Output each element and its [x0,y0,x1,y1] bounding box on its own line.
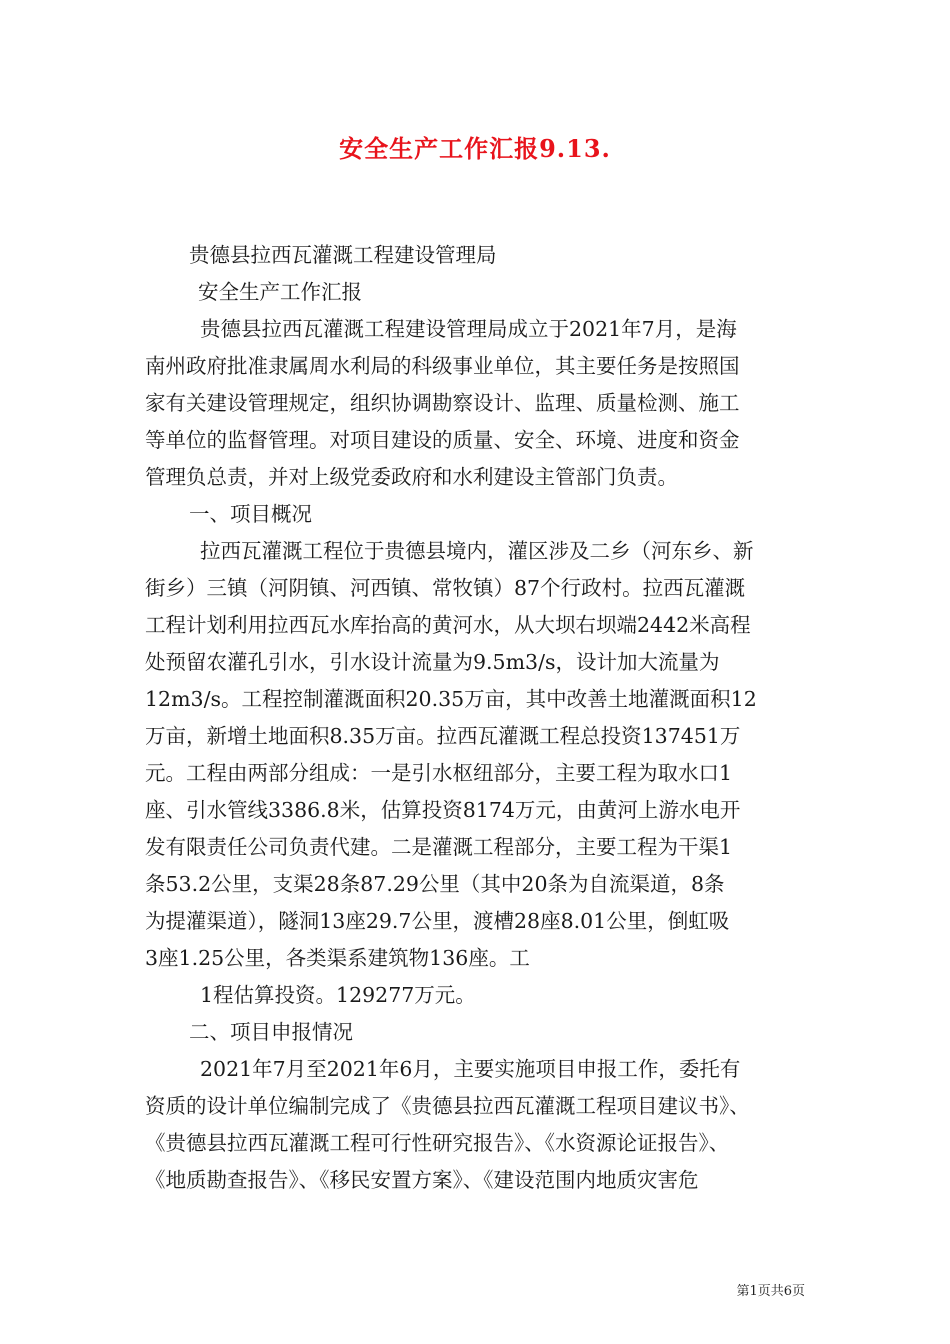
body-line: 贵德县拉西瓦灌溉工程建设管理局 [189,243,497,267]
body-line: 3座1.25公里，各类渠系建筑物136座。工 [145,946,530,970]
body-line: 拉西瓦灌溉工程位于贵德县境内，灌区涉及二乡（河东乡、新 [200,539,754,563]
body-line: 为提灌渠道），隧洞13座29.7公里，渡槽28座8.01公里，倒虹吸 [145,909,730,933]
body-line: 南州政府批准隶属周水利局的科级事业单位，其主要任务是按照国 [145,354,740,378]
body-line: 万亩，新增土地面积8.35万亩。拉西瓦灌溉工程总投资137451万 [145,724,741,748]
body-line: 2021年7月至2021年6月，主要实施项目申报工作，委托有 [200,1057,741,1081]
body-line: 《贵德县拉西瓦灌溉工程可行性研究报告》、《水资源论证报告》、 [145,1131,730,1155]
body-line: 座、引水管线3386.8米，估算投资8174万元，由黄河上游水电开 [145,798,741,822]
body-line: 资质的设计单位编制完成了《贵德县拉西瓦灌溉工程项目建议书》、 [145,1094,750,1118]
document-title: 安全生产工作汇报9.13. [339,134,611,163]
body-line: 贵德县拉西瓦灌溉工程建设管理局成立于2021年7月，是海 [200,317,737,341]
body-line: 等单位的监督管理。对项目建设的质量、安全、环境、进度和资金 [145,428,740,452]
body-line: 管理负总责，并对上级党委政府和水利建设主管部门负责。 [145,465,678,489]
body-line: 1程估算投资。129277万元。 [200,983,476,1007]
body-line: 条53.2公里，支渠28条87.29公里（其中20条为自流渠道，8条 [145,872,725,896]
body-line: 街乡）三镇（河阴镇、河西镇、常牧镇）87个行政村。拉西瓦灌溉 [145,576,746,600]
body-line: 发有限责任公司负责代建。二是灌溉工程部分，主要工程为干渠1 [145,835,733,859]
body-line: 安全生产工作汇报 [198,280,362,304]
body-line: 12m3/s。工程控制灌溉面积20.35万亩，其中改善土地灌溉面积12 [145,687,757,711]
section-heading: 二、项目申报情况 [189,1020,353,1044]
body-line: 处预留农灌孔引水，引水设计流量为9.5m3/s，设计加大流量为 [145,650,720,674]
page-number: 第1页共6页 [736,1284,805,1299]
body-line: 家有关建设管理规定，组织协调勘察设计、监理、质量检测、施工 [145,391,740,415]
body-line: 工程计划利用拉西瓦水库抬高的黄河水，从大坝右坝端2442米高程 [145,613,751,637]
body-line: 《地质勘查报告》、《移民安置方案》、《建设范围内地质灾害危 [145,1168,699,1192]
body-line: 元。工程由两部分组成：一是引水枢纽部分，主要工程为取水口1 [145,761,733,785]
section-heading: 一、项目概况 [189,502,312,526]
